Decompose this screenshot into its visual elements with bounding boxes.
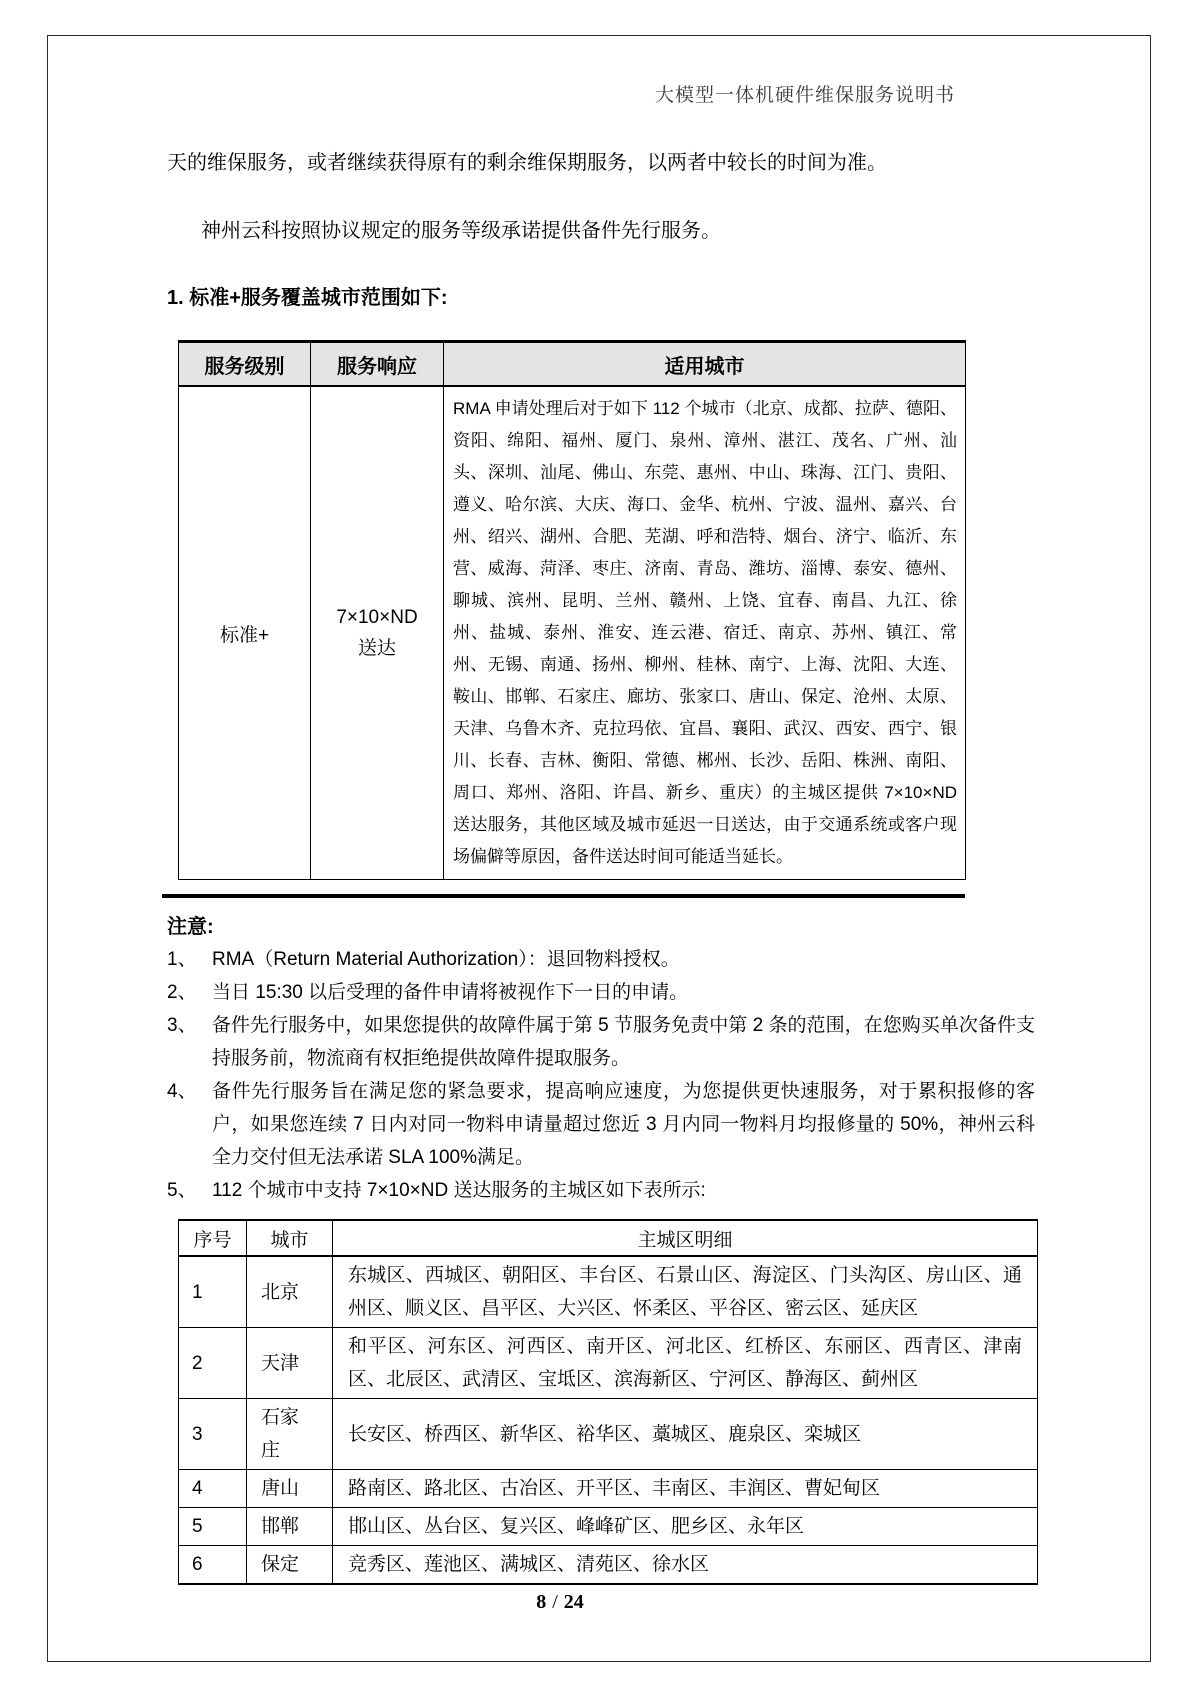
- table-row: [179, 1508, 1038, 1546]
- note-text: 当日 15:30 以后受理的备件申请将被视作下一日的申请。: [212, 982, 689, 1003]
- table-row: [179, 1470, 1038, 1508]
- applicable-cities-cell: RMA 申请处理后对于如下 112 个城市（北京、成都、拉萨、德阳、资阳、绵阳、福州、厦门、泉州、漳州、湛江、茂名、广州、汕头、深圳、汕尾、佛山、东莞、惠州、中山、珠海、江门、贵阳、遵义、哈尔滨、大庆、海口、金华、杭州、宁波、温州、嘉兴、台州、绍兴、湖州、合肥、芜湖、呼和浩特、烟台、济宁、临沂、东营、威海、菏泽、枣庄、济南、青岛、潍坊、淄博、泰安、德州、聊城、滨州、昆明、兰州、赣州、上饶、宜春、南昌、九江、徐州、盐城、泰州、淮安、连云港、宿迁、南京、苏州、镇江、常州、无锡、南通、扬州、柳州、桂林、南宁、上海、沈阳、大连、鞍山、邯郸、石家庄、廊坊、张家口、唐山、保定、沧州、太原、天津、乌鲁木齐、克拉玛依、宜昌、襄阳、武汉、西安、西宁、银川、长春、吉林、衡阳、常德、郴州、长沙、岳阳、株洲、南阳、周口、郑州、洛阳、许昌、新乡、重庆）的主城区提供 7×10×ND 送达服务，其他区域及城市延迟一日送达，由于交通系统或客户现场偏僻等原因，备件送达时间可能适当延长。: [444, 386, 966, 880]
- note-number: 5、: [167, 1180, 197, 1201]
- city-cell: 天津: [247, 1328, 333, 1399]
- note-item: [167, 1075, 1035, 1174]
- note-number: 3、: [167, 1015, 197, 1036]
- note-item: [167, 1174, 1035, 1207]
- service-response-cell: [311, 386, 444, 880]
- table-row: [179, 386, 966, 880]
- note-item: [167, 943, 1035, 976]
- note-number: 1、: [167, 949, 197, 970]
- header-service-level: 服务级别: [179, 342, 311, 387]
- note-text: 备件先行服务中，如果您提供的故障件属于第 5 节服务免责中第 2 条的范围，在您购买单次备件支持服务前，物流商有权拒绝提供故障件提取服务。: [212, 1015, 1035, 1069]
- note-text: 112 个城市中支持 7×10×ND 送达服务的主城区如下表所示:: [212, 1180, 706, 1201]
- table-row: [179, 1399, 1038, 1470]
- page-number-current: 8: [536, 1591, 547, 1613]
- districts-cell: 和平区、河东区、河西区、南开区、河北区、红桥区、东丽区、西青区、津南区、北辰区、武清区、宝坻区、滨海新区、宁河区、静海区、蓟州区: [333, 1328, 1038, 1399]
- row-number-cell: 2: [179, 1328, 247, 1399]
- row-number-cell: 5: [179, 1508, 247, 1546]
- city-cell: 唐山: [247, 1470, 333, 1508]
- notes-heading: 注意:: [167, 916, 214, 938]
- districts-cell: 东城区、西城区、朝阳区、丰台区、石景山区、海淀区、门头沟区、房山区、通州区、顺义区、昌平区、大兴区、怀柔区、平谷区、密云区、延庆区: [333, 1256, 1038, 1328]
- document-header-title: 大模型一体机硬件维保服务说明书: [654, 85, 955, 106]
- paragraph-service-promise: 神州云科按照协议规定的服务等级承诺提供备件先行服务。: [201, 220, 721, 242]
- section-heading: 1. 标准+服务覆盖城市范围如下:: [167, 287, 448, 309]
- row-number-cell: 6: [179, 1546, 247, 1585]
- districts-cell: 邯山区、丛台区、复兴区、峰峰矿区、肥乡区、永年区: [333, 1508, 1038, 1546]
- note-text: RMA（Return Material Authorization）：退回物料授权。: [212, 949, 680, 970]
- districts-cell: 路南区、路北区、古冶区、开平区、丰南区、丰润区、曹妃甸区: [333, 1470, 1038, 1508]
- city-cell: 北京: [247, 1256, 333, 1328]
- header-service-response: 服务响应: [311, 342, 444, 387]
- districts-cell: 竞秀区、莲池区、满城区、清苑区、徐水区: [333, 1546, 1038, 1585]
- page-footer: [0, 1591, 1120, 1614]
- note-text: 备件先行服务旨在满足您的紧急要求，提高响应速度，为您提供更快速服务，对于累积报修的客户，如果您连续 7 日内对同一物料申请量超过您近 3 月内同一物料月均报修量的 50%，神州云科全力交付但无法承诺 SLA 100%满足。: [212, 1081, 1035, 1168]
- city-cell: 石家庄: [247, 1399, 333, 1470]
- districts-cell: 长安区、桥西区、新华区、裕华区、藁城区、鹿泉区、栾城区: [333, 1399, 1038, 1470]
- header-index: 序号: [179, 1220, 247, 1256]
- note-item: [167, 1009, 1035, 1075]
- header-applicable-cities: 适用城市: [444, 342, 966, 387]
- service-level-cell: 标准+: [179, 386, 311, 880]
- district-detail-table: [178, 1219, 1038, 1585]
- row-number-cell: 4: [179, 1470, 247, 1508]
- notes-list: [167, 943, 1035, 1207]
- note-item: [167, 976, 1035, 1009]
- row-number-cell: 3: [179, 1399, 247, 1470]
- header-city: 城市: [247, 1220, 333, 1256]
- table-row: [179, 1546, 1038, 1585]
- city-cell: 邯郸: [247, 1508, 333, 1546]
- content-flow: [0, 340, 1200, 1585]
- table-row: [179, 1256, 1038, 1328]
- service-coverage-table: [178, 340, 966, 880]
- response-line-2: 送达: [357, 638, 396, 659]
- page-number-separator: /: [552, 1591, 558, 1613]
- note-number: 2、: [167, 982, 197, 1003]
- section-divider-rule: [162, 894, 965, 898]
- header-districts: 主城区明细: [333, 1220, 1038, 1256]
- note-number: 4、: [167, 1081, 197, 1102]
- row-number-cell: 1: [179, 1256, 247, 1328]
- response-line-1: 7×10×ND: [336, 607, 418, 628]
- city-cell: 保定: [247, 1546, 333, 1585]
- paragraph-warranty-continuation: 天的维保服务，或者继续获得原有的剩余维保期服务，以两者中较长的时间为准。: [167, 152, 887, 174]
- table-row: [179, 1328, 1038, 1399]
- table-header-row: [179, 342, 966, 387]
- table-header-row: [179, 1220, 1038, 1256]
- page-number-total: 24: [563, 1591, 584, 1613]
